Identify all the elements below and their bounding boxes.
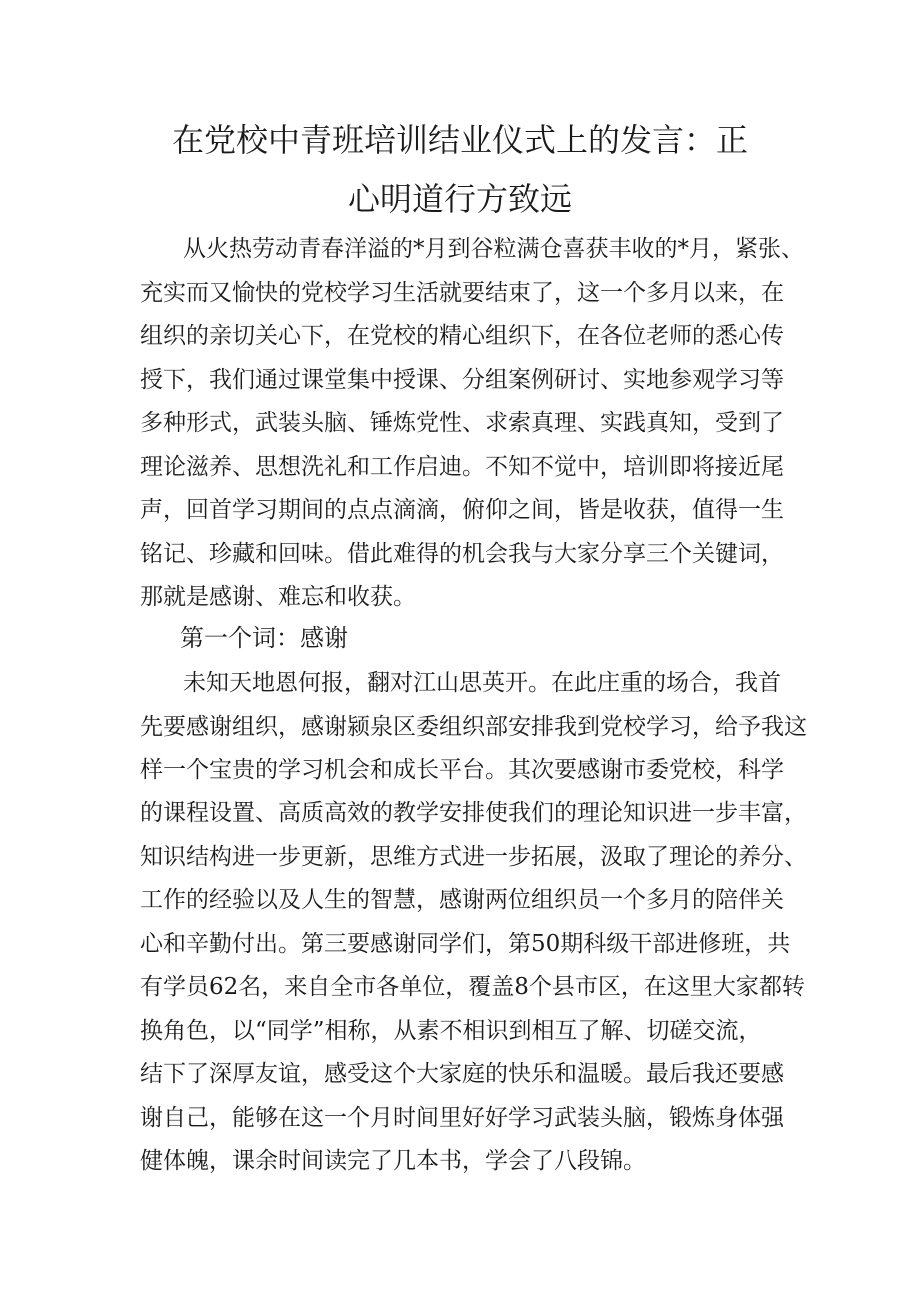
section-heading-thanks: 第一个词：感谢 [180, 624, 348, 652]
section-line: 换角色，以“同学”相称，从素不相识到相互了解、切磋交流， [140, 1018, 762, 1044]
section-line: 有学员62名，来自全市各单位，覆盖8个县市区，在这里大家都转 [140, 974, 805, 1000]
intro-line: 多种形式，武装头脑、锤炼党性、求索真理、实践真知，受到了 [140, 410, 784, 436]
section-line: 的课程设置、高质高效的教学安排使我们的理论知识进一步丰富， [140, 800, 807, 826]
document-title-line-1: 在党校中青班培训结业仪式上的发言：正 [171, 121, 748, 159]
section-line: 结下了深厚友谊，感受这个大家庭的快乐和温暖。最后我还要感 [140, 1061, 784, 1087]
intro-line: 理论滋养、思想洗礼和工作启迪。不知不觉中，培训即将接近尾 [140, 454, 784, 480]
section-line: 未知天地恩何报，翻对江山思英开。在此庄重的场合，我首 [183, 670, 781, 696]
section-line: 心和辛勤付出。第三要感谢同学们，第50期科级干部进修班，共 [140, 931, 791, 957]
intro-line: 声，回首学习期间的点点滴滴，俯仰之间，皆是收获，值得一生 [140, 497, 784, 523]
section-line: 谢自己，能够在这一个月时间里好好学习武装头脑，锻炼身体强 [140, 1105, 784, 1131]
document-title-line-2: 心明道行方致远 [347, 180, 572, 218]
intro-line: 铭记、珍藏和回味。借此难得的机会我与大家分享三个关键词， [140, 541, 784, 567]
intro-line: 充实而又愉快的党校学习生活就要结束了，这一个多月以来，在 [140, 280, 784, 306]
section-line: 先要感谢组织，感谢颍泉区委组织部安排我到党校学习，给予我这 [140, 714, 807, 740]
intro-line: 那就是感谢、难忘和收获。 [140, 584, 416, 610]
section-line: 知识结构进一步更新，思维方式进一步拓展，汲取了理论的养分、 [140, 844, 807, 870]
intro-line: 组织的亲切关心下，在党校的精心组织下，在各位老师的悉心传 [140, 323, 784, 349]
section-line: 工作的经验以及人生的智慧，感谢两位组织员一个多月的陪伴关 [140, 887, 784, 913]
section-line: 健体魄，课余时间读完了几本书，学会了八段锦。 [140, 1148, 646, 1174]
intro-line: 授下，我们通过课堂集中授课、分组案例研讨、实地参观学习等 [140, 367, 784, 393]
intro-line: 从火热劳动青春洋溢的*月到谷粒满仓喜获丰收的*月，紧张、 [183, 236, 804, 262]
section-line: 样一个宝贵的学习机会和成长平台。其次要感谢市委党校，科学 [140, 757, 784, 783]
